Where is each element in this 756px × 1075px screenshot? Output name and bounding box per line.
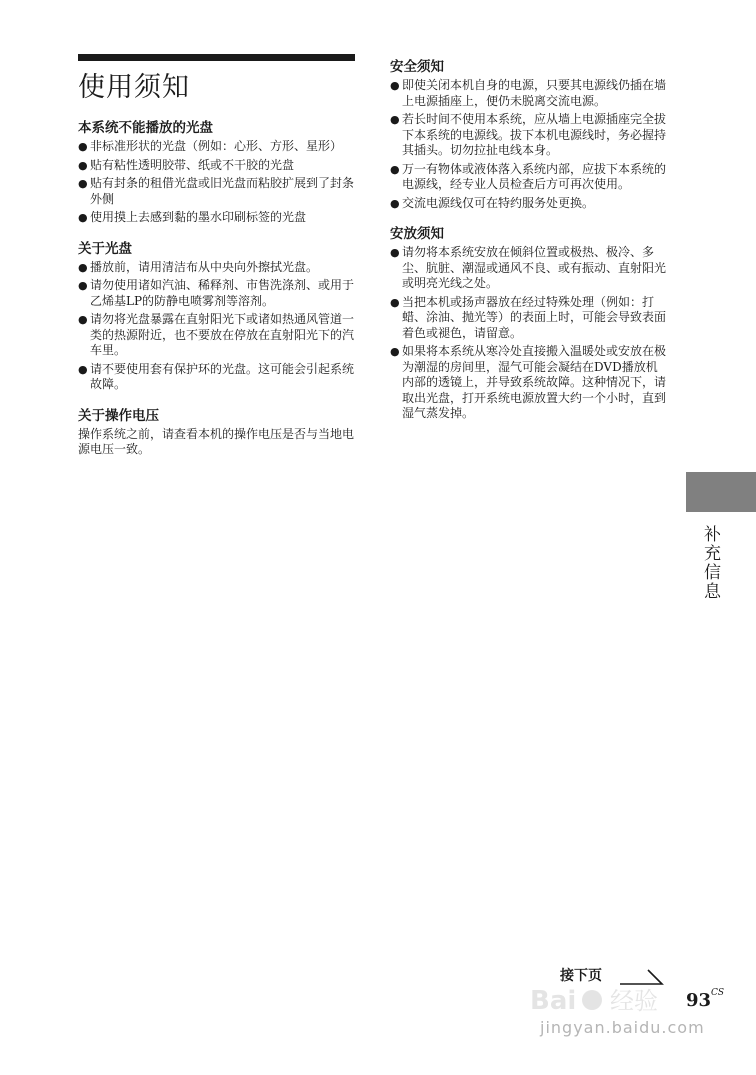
list-item: ● 播放前，请用清洁布从中央向外擦拭光盘。	[78, 259, 319, 274]
page-suffix: CS	[711, 988, 725, 998]
list-item: ● 请勿将本系统安放在倾斜位置或极热、极冷、多尘、肮脏、潮湿或通风不良、或有振动、直射阳光或明亮光线之处。	[390, 245, 667, 290]
voltage-text: 操作系统之前，请查看本机的操作电压是否与当地电源电压一致。	[78, 426, 355, 456]
list-item: ● 贴有封条的租借光盘或旧光盘而粘胶扩展到了封条外侧	[78, 176, 355, 206]
list-item: ● 即使关闭本机自身的电源，只要其电源线仍插在墙上电源插座上，便仍未脱离交流电源。	[390, 78, 667, 108]
bullet-icon: ●	[390, 162, 400, 176]
list-item: ● 当把本机或扬声器放在经过特殊处理（例如：打蜡、涂油、抛光等）的表面上时，可能会导致表面着色或褪色，请留意。	[390, 294, 667, 340]
left-column	[78, 54, 356, 472]
baidu-watermark-logo-icon	[530, 982, 690, 1016]
bullet-icon: ●	[78, 177, 88, 190]
title-rule	[78, 54, 355, 61]
bullet-icon: ●	[78, 260, 88, 274]
list-item: ● 贴有粘性透明胶带、纸或不干胶的光盘	[78, 157, 295, 172]
bullet-icon: ●	[78, 158, 88, 172]
list-item: ● 请不要使用套有保护环的光盘。这可能会引起系统故障。	[78, 361, 355, 391]
section-about-discs	[78, 240, 356, 393]
right-column	[390, 58, 666, 436]
bullet-icon: ●	[78, 140, 88, 153]
section-heading: 关于操作电压	[78, 407, 159, 424]
section-heading: 安全须知	[390, 59, 444, 75]
list-item: ● 请勿将光盘暴露在直射阳光下或诸如热通风管道一类的热源附近，也不要放在停放在直射阳光下的汽车里。	[78, 312, 355, 357]
bullet-icon: ●	[390, 345, 400, 358]
list-item: ● 非标准形状的光盘（例如：心形、方形、星形）	[78, 139, 343, 153]
list-item: ● 交流电源线仅可在特约服务处更换。	[390, 195, 595, 210]
section-heading: 本系统不能播放的光盘	[78, 120, 213, 136]
svg-text:Bai: Bai	[530, 986, 577, 1016]
list-item: ● 使用摸上去感到黏的墨水印刷标签的光盘	[78, 210, 307, 224]
list-item: ● 万一有物体或液体落入系统内部，应拔下本系统的电源线，经专业人员检查后方可再次使用。	[390, 161, 667, 191]
bullet-list	[390, 245, 666, 422]
bullet-list	[78, 260, 356, 393]
page-number: 93	[686, 990, 712, 1011]
bullet-icon: ●	[78, 211, 88, 224]
section-unplayable-discs	[78, 119, 356, 226]
section-operating-voltage	[78, 407, 356, 458]
bullet-icon: ●	[390, 295, 400, 309]
bullet-icon: ●	[78, 362, 88, 376]
watermark-url: jingyan.baidu.com	[540, 1018, 705, 1037]
side-tab-marker	[686, 472, 756, 512]
bullet-icon: ●	[78, 313, 88, 326]
side-tab-label: 补充信息	[700, 525, 720, 601]
section-safety	[390, 58, 666, 211]
list-item: ● 请勿使用诸如汽油、稀释剂、市售洗涤剂、或用于乙烯基LP的防静电喷雾剂等溶剂。	[78, 278, 355, 308]
next-page-label: 接下页	[560, 968, 602, 984]
bullet-icon: ●	[390, 113, 400, 126]
bullet-icon: ●	[390, 79, 400, 92]
section-placement	[390, 225, 666, 422]
bullet-icon: ●	[390, 196, 400, 210]
section-heading: 关于光盘	[78, 240, 132, 257]
bullet-list	[390, 78, 666, 211]
list-item: ● 如果将本系统从寒冷处直接搬入温暖处或安放在极为潮湿的房间里，湿气可能会凝结在DVD播放机内部的透镜上，并导致系统故障。这种情况下，请取出光盘，打开系统电源放置大约一个小时，直到湿气蒸发掉。	[390, 344, 667, 420]
section-heading: 安放须知	[390, 226, 444, 242]
bullet-icon: ●	[78, 279, 88, 292]
svg-text:经验: 经验	[610, 987, 658, 1015]
bullet-icon: ●	[390, 246, 400, 259]
list-item: ● 若长时间不使用本系统，应从墙上电源插座完全拔下本系统的电源线。拔下本机电源线时，务必握持其插头。切勿拉扯电线本身。	[390, 112, 667, 157]
bullet-list	[78, 139, 356, 226]
page-title: 使用须知	[78, 72, 190, 103]
